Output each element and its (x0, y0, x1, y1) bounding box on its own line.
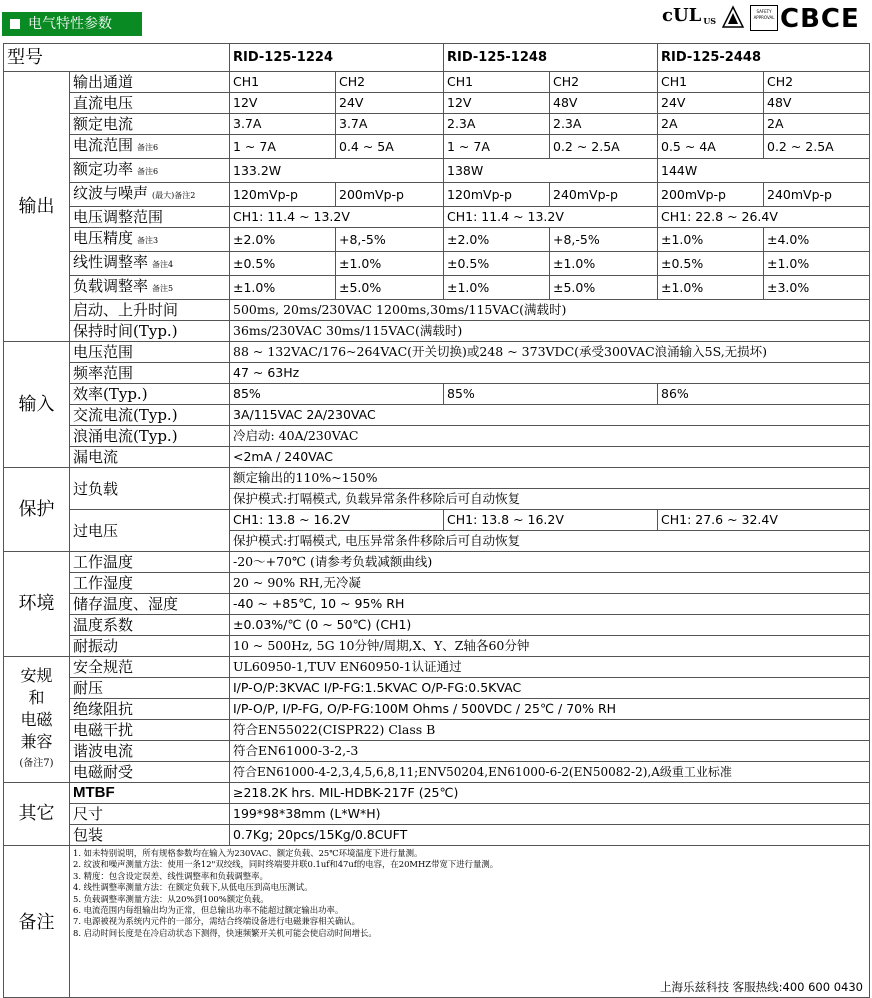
model-label: 型号 (4, 44, 230, 72)
cell: ±1.0% (336, 252, 444, 276)
row-label: 频率范围 (70, 363, 230, 384)
row-label: 浪涌电流(Typ.) (70, 426, 230, 447)
safety-approval-badge: SAFETY APPROVAL (750, 5, 778, 31)
cell: 240mVp-p (550, 183, 658, 207)
cell: I/P-O/P, I/P-FG, O/P-FG:100M Ohms / 500VDC / 25℃ / 70% RH (230, 699, 870, 720)
category-input: 输入 (4, 342, 70, 468)
cell: 0.2 ~ 2.5A (550, 135, 658, 159)
row-label: 过电压 (70, 510, 230, 552)
cell: 0.4 ~ 5A (336, 135, 444, 159)
cell: 符合EN61000-4-2,3,4,5,6,8,11;ENV50204,EN61000-6-2(EN50082-2),A级重工业标准 (230, 762, 870, 783)
cell: 10 ~ 500Hz, 5G 10分钟/周期,X、Y、Z轴各60分钟 (230, 636, 870, 657)
cell: ±1.0% (658, 228, 764, 252)
row-label: 漏电流 (70, 447, 230, 468)
row-label: 直流电压 (70, 93, 230, 114)
row-label: 输出通道 (70, 72, 230, 93)
row-label: 电磁干扰 (70, 720, 230, 741)
cell: 符合EN61000-3-2,-3 (230, 741, 870, 762)
cell: 0.5 ~ 4A (658, 135, 764, 159)
row-label: 温度系数 (70, 615, 230, 636)
cell: ±0.5% (230, 252, 336, 276)
cell: 36ms/230VAC 30ms/115VAC(满载时) (230, 321, 870, 342)
cell: 144W (658, 159, 870, 183)
note-line: 6. 电流范围内每组输出均为正常，但总输出功率不能超过额定输出功率。 (73, 905, 344, 916)
cell: 2A (764, 114, 870, 135)
cell: 3.7A (230, 114, 336, 135)
row-label: 耐压 (70, 678, 230, 699)
cb-ce-logo: CBCE (780, 4, 860, 34)
cell: 符合EN55022(CISPR22) Class B (230, 720, 870, 741)
cell: 200mVp-p (658, 183, 764, 207)
cell: 12V (230, 93, 336, 114)
row-label: 储存温度、湿度 (70, 594, 230, 615)
note-line: 8. 启动时间长度是在冷启动状态下测得，快速频繁开关机可能会使启动时间增长。 (73, 927, 377, 938)
cell: ±1.0% (550, 252, 658, 276)
cell: 86% (658, 384, 870, 405)
spec-table (3, 43, 870, 998)
cell: 0.7Kg; 20pcs/15Kg/0.8CUFT (230, 825, 870, 846)
cell: 2.3A (444, 114, 550, 135)
cell: 保护模式:打嗝模式, 负载异常条件移除后可自动恢复 (230, 489, 870, 510)
cell: CH1 (444, 72, 550, 93)
row-label: 效率(Typ.) (70, 384, 230, 405)
note-line: 1. 如未特别说明，所有规格参数均在输入为230VAC、额定负载、25℃环境温度下进行量测。 (73, 848, 423, 858)
cell: CH1 (658, 72, 764, 93)
cell: 3A/115VAC 2A/230VAC (230, 405, 870, 426)
row-label: 纹波与噪声 (最大)备注2 (70, 183, 230, 207)
row-label: 电磁耐受 (70, 762, 230, 783)
cell: UL60950-1,TUV EN60950-1认证通过 (230, 657, 870, 678)
cell: ±0.03%/℃ (0 ~ 50℃) (CH1) (230, 615, 870, 636)
note-line: 5. 负载调整率测量方法：从20%到100%额定负载。 (73, 893, 269, 904)
cell: -20～+70℃ (请参考负载减额曲线) (230, 552, 870, 573)
cell: 199*98*38mm (L*W*H) (230, 804, 870, 825)
cell: 0.2 ~ 2.5A (764, 135, 870, 159)
cell: 500ms, 20ms/230VAC 1200ms,30ms/115VAC(满载时) (230, 300, 870, 321)
cell: ±1.0% (444, 276, 550, 300)
cell: 1 ~ 7A (230, 135, 336, 159)
note-line: 4. 线性调整率测量方法：在额定负载下,从低电压到高电压测试。 (73, 882, 313, 893)
note-line: 3. 精度：包含设定误差、线性调整率和负载调整率。 (73, 870, 268, 881)
cell: 1 ~ 7A (444, 135, 550, 159)
row-label: MTBF (70, 783, 230, 804)
row-label: 电压调整范围 (70, 207, 230, 228)
cell: I/P-O/P:3KVAC I/P-FG:1.5KVAC O/P-FG:0.5KVAC (230, 678, 870, 699)
row-label: 电流范围 备注6 (70, 135, 230, 159)
cell: 85% (230, 384, 444, 405)
row-label: 电压范围 (70, 342, 230, 363)
cell: 138W (444, 159, 658, 183)
row-label: 交流电流(Typ.) (70, 405, 230, 426)
cell: CH1 (230, 72, 336, 93)
hotline: 上海乐兹科技 客服热线:400 600 0430 (659, 979, 863, 994)
cell: 额定输出的110%~150% (230, 468, 870, 489)
cell: ±5.0% (550, 276, 658, 300)
cell: ±2.0% (230, 228, 336, 252)
cell: ≥218.2K hrs. MIL-HDBK-217F (25℃) (230, 783, 870, 804)
cell: 20 ~ 90% RH,无冷凝 (230, 573, 870, 594)
cell: CH1: 13.8 ~ 16.2V (230, 510, 444, 531)
cell: CH2 (764, 72, 870, 93)
cell: 2.3A (550, 114, 658, 135)
category-environment: 环境 (4, 552, 70, 657)
cell: 133.2W (230, 159, 444, 183)
cell: 120mVp-p (230, 183, 336, 207)
model-1224: RID-125-1224 (230, 44, 444, 72)
cell: +8,-5% (336, 228, 444, 252)
category-others: 其它 (4, 783, 70, 846)
row-label: 额定电流 (70, 114, 230, 135)
cell: ±1.0% (658, 276, 764, 300)
cell: 88 ~ 132VAC/176~264VAC(开关切换)或248 ~ 373VDC(承受300VAC浪涌输入5S,无损坏) (230, 342, 870, 363)
cell: ±5.0% (336, 276, 444, 300)
row-label: 耐振动 (70, 636, 230, 657)
cell: ±0.5% (658, 252, 764, 276)
row-label: 工作温度 (70, 552, 230, 573)
cell: -40 ~ +85℃, 10 ~ 95% RH (230, 594, 870, 615)
cell: CH1: 27.6 ~ 32.4V (658, 510, 870, 531)
row-label: 启动、上升时间 (70, 300, 230, 321)
cell: 85% (444, 384, 658, 405)
note-line: 2. 纹波和噪声测量方法：使用一条12"双绞线，同时终端要并联0.1uf和47uf的电容，在20MHZ带宽下进行量测。 (73, 859, 499, 870)
cell: ±3.0% (764, 276, 870, 300)
model-1248: RID-125-1248 (444, 44, 658, 72)
cell: CH1: 13.8 ~ 16.2V (444, 510, 658, 531)
cell: +8,-5% (550, 228, 658, 252)
ul-cert-logo: cUL US (662, 5, 717, 26)
row-label: 尺寸 (70, 804, 230, 825)
cell: ±0.5% (444, 252, 550, 276)
note-line: 7. 电源被视为系统内元件的一部分，需结合终端设备进行电磁兼容相关确认。 (73, 916, 361, 927)
model-2448: RID-125-2448 (658, 44, 870, 72)
row-label: 安全规范 (70, 657, 230, 678)
cell: ±1.0% (230, 276, 336, 300)
cell: 2A (658, 114, 764, 135)
cell: 48V (550, 93, 658, 114)
row-label: 保持时间(Typ.) (70, 321, 230, 342)
row-label: 包装 (70, 825, 230, 846)
cell: CH2 (336, 72, 444, 93)
warning-triangle-icon (722, 5, 746, 33)
cell: CH1: 22.8 ~ 26.4V (658, 207, 870, 228)
cell: ±1.0% (764, 252, 870, 276)
cell: CH2 (550, 72, 658, 93)
cell: ±2.0% (444, 228, 550, 252)
cell: CH1: 11.4 ~ 13.2V (444, 207, 658, 228)
model-row (4, 44, 870, 72)
row-label: 线性调整率 备注4 (70, 252, 230, 276)
row-label: 工作湿度 (70, 573, 230, 594)
cell: 冷启动: 40A/230VAC (230, 426, 870, 447)
cell: 3.7A (336, 114, 444, 135)
row-label: 过负载 (70, 468, 230, 510)
row-label: 负载调整率 备注5 (70, 276, 230, 300)
category-notes: 备注 (4, 846, 70, 998)
row-label: 绝缘阻抗 (70, 699, 230, 720)
cell: 保护模式:打嗝模式, 电压异常条件移除后可自动恢复 (230, 531, 870, 552)
row-label: 谐波电流 (70, 741, 230, 762)
cell: 240mVp-p (764, 183, 870, 207)
cell: CH1: 11.4 ~ 13.2V (230, 207, 444, 228)
cell: 47 ~ 63Hz (230, 363, 870, 384)
row-label: 电压精度 备注3 (70, 228, 230, 252)
section-title-text: 电气特性参数 (28, 16, 112, 32)
cell: <2mA / 240VAC (230, 447, 870, 468)
cell: 200mVp-p (336, 183, 444, 207)
notes-block (70, 846, 870, 998)
cell: 48V (764, 93, 870, 114)
cell: 120mVp-p (444, 183, 550, 207)
category-output: 输出 (4, 72, 70, 342)
square-bullet-icon (10, 19, 20, 29)
cell: 12V (444, 93, 550, 114)
category-safety-emc: 安规 和 电磁 兼容 (备注7) (4, 657, 70, 783)
cell: 24V (336, 93, 444, 114)
row-label: 额定功率 备注6 (70, 159, 230, 183)
cell: ±4.0% (764, 228, 870, 252)
cell: 24V (658, 93, 764, 114)
section-title (2, 12, 142, 36)
category-protection: 保护 (4, 468, 70, 552)
